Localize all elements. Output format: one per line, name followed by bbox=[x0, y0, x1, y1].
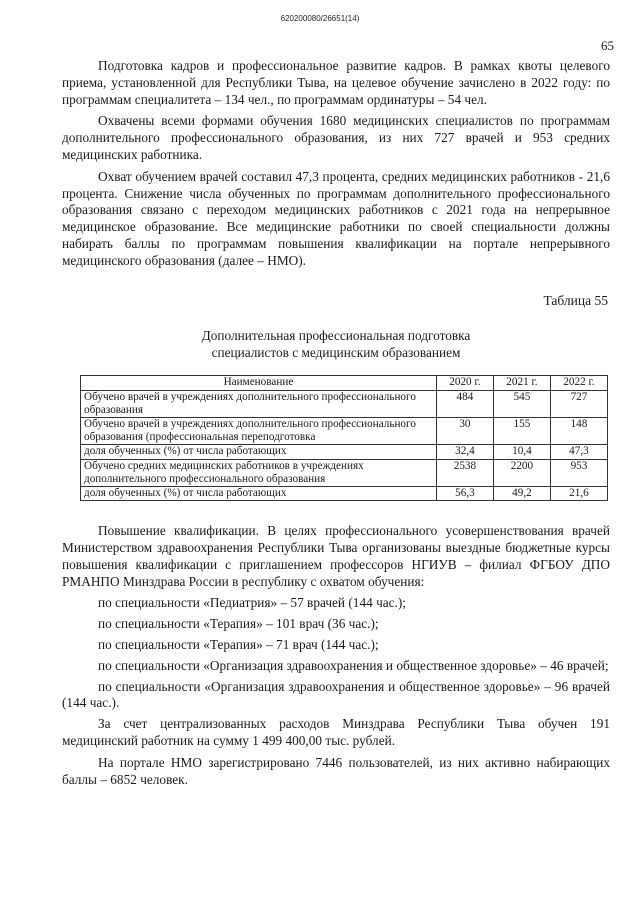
header-2020: 2020 г. bbox=[436, 376, 493, 390]
row-label: Обучено средних медицинских работников в учреждениях дополнительного профессионального образования bbox=[81, 459, 437, 486]
cell-2022: 21,6 bbox=[550, 486, 607, 500]
table-row bbox=[81, 486, 608, 500]
table-label: Таблица 55 bbox=[543, 292, 608, 308]
cell-2020: 30 bbox=[436, 417, 493, 444]
cell-2022: 953 bbox=[550, 459, 607, 486]
header-2021: 2021 г. bbox=[493, 376, 550, 390]
page-content bbox=[62, 58, 610, 793]
list-item: по специальности «Организация здравоохранения и общественное здоровье» – 96 врачей (144 час.). bbox=[62, 678, 610, 711]
row-label: доля обученных (%) от числа работающих bbox=[81, 445, 437, 459]
table-title-line1: Дополнительная профессиональная подготовка bbox=[201, 328, 471, 344]
row-label: Обучено врачей в учреждениях дополнительного профессионального образования (профессиональная переподготовка bbox=[81, 417, 437, 444]
header-2022: 2022 г. bbox=[550, 376, 607, 390]
table-title-line2: специалистов с медицинским образованием bbox=[211, 345, 461, 361]
cell-2020: 2538 bbox=[436, 459, 493, 486]
table-row bbox=[81, 390, 608, 417]
paragraph-nmo-portal: На портале НМО зарегистрировано 7446 пользователей, из них активно набирающих баллы – 6852 человек. bbox=[62, 754, 610, 787]
cell-2022: 148 bbox=[550, 417, 607, 444]
row-label: Обучено врачей в учреждениях дополнительного профессионального образования bbox=[81, 390, 437, 417]
paragraph-centralized: За счет централизованных расходов Минздрава Республики Тыва обучен 191 медицинский работник на сумму 1 499 400,00 тыс. рублей. bbox=[62, 716, 610, 748]
cell-2021: 545 bbox=[493, 390, 550, 417]
cell-2021: 10,4 bbox=[493, 445, 550, 459]
list-item: по специальности «Терапия» – 101 врач (36 час.); bbox=[98, 616, 379, 632]
list-item: по специальности «Организация здравоохранения и общественное здоровье» – 46 врачей; bbox=[98, 657, 609, 673]
training-table bbox=[80, 375, 608, 501]
list-item: по специальности «Педиатрия» – 57 врачей (144 час.); bbox=[98, 595, 407, 611]
paragraph-qualification: Повышение квалификации. В целях профессионального усовершенствования врачей Министерством здравоохранения Республики Тыва организованы выездные бюджетные курсы повышения квалификации с приглашением профессоров НГИУВ – филиал ФГБОУ ДПО РМАНПО Минздрава России в республику с охватом обучения: bbox=[62, 523, 610, 589]
cell-2020: 56,3 bbox=[436, 486, 493, 500]
paragraph-coverage: Охвачены всеми формами обучения 1680 медицинских специалистов по программам дополнительного профессионального образования, из них 727 врачей и 953 средних медицинских работника. bbox=[62, 113, 610, 162]
cell-2021: 2200 bbox=[493, 459, 550, 486]
table-row bbox=[81, 459, 608, 486]
cell-2020: 484 bbox=[436, 390, 493, 417]
list-item: по специальности «Терапия» – 71 врач (144 час.); bbox=[98, 636, 379, 652]
cell-2022: 47,3 bbox=[550, 445, 607, 459]
header-name: Наименование bbox=[81, 376, 437, 390]
table-row bbox=[81, 417, 608, 444]
table-row bbox=[81, 445, 608, 459]
table-header-row bbox=[81, 376, 608, 390]
table-title bbox=[62, 327, 610, 361]
paragraph-training: Подготовка кадров и профессиональное развитие кадров. В рамках квоты целевого приема, установленной для Республики Тыва, на целевое обучение зачислено в 2022 году: по программам специалитета – 134 чел., по программам ординатуры – 54 чел. bbox=[62, 58, 610, 107]
row-label: доля обученных (%) от числа работающих bbox=[81, 486, 437, 500]
page-number: 65 bbox=[601, 38, 614, 53]
cell-2021: 155 bbox=[493, 417, 550, 444]
document-id: 620200080/26651(14) bbox=[280, 14, 360, 23]
cell-2021: 49,2 bbox=[493, 486, 550, 500]
cell-2022: 727 bbox=[550, 390, 607, 417]
cell-2020: 32,4 bbox=[436, 445, 493, 459]
paragraph-nmo-transition: Охват обучением врачей составил 47,3 процента, средних медицинских работников - 21,6 процента. Снижение числа обученных по программам дополнительного профессионального образования связано с переходом медицинских работников с 2021 года на непрерывное медицинское образование. Все медицинские работники по своей специальности должны набирать баллы по программам повышения квалификации на портале непрерывного медицинского образования (далее – НМО). bbox=[62, 168, 610, 268]
